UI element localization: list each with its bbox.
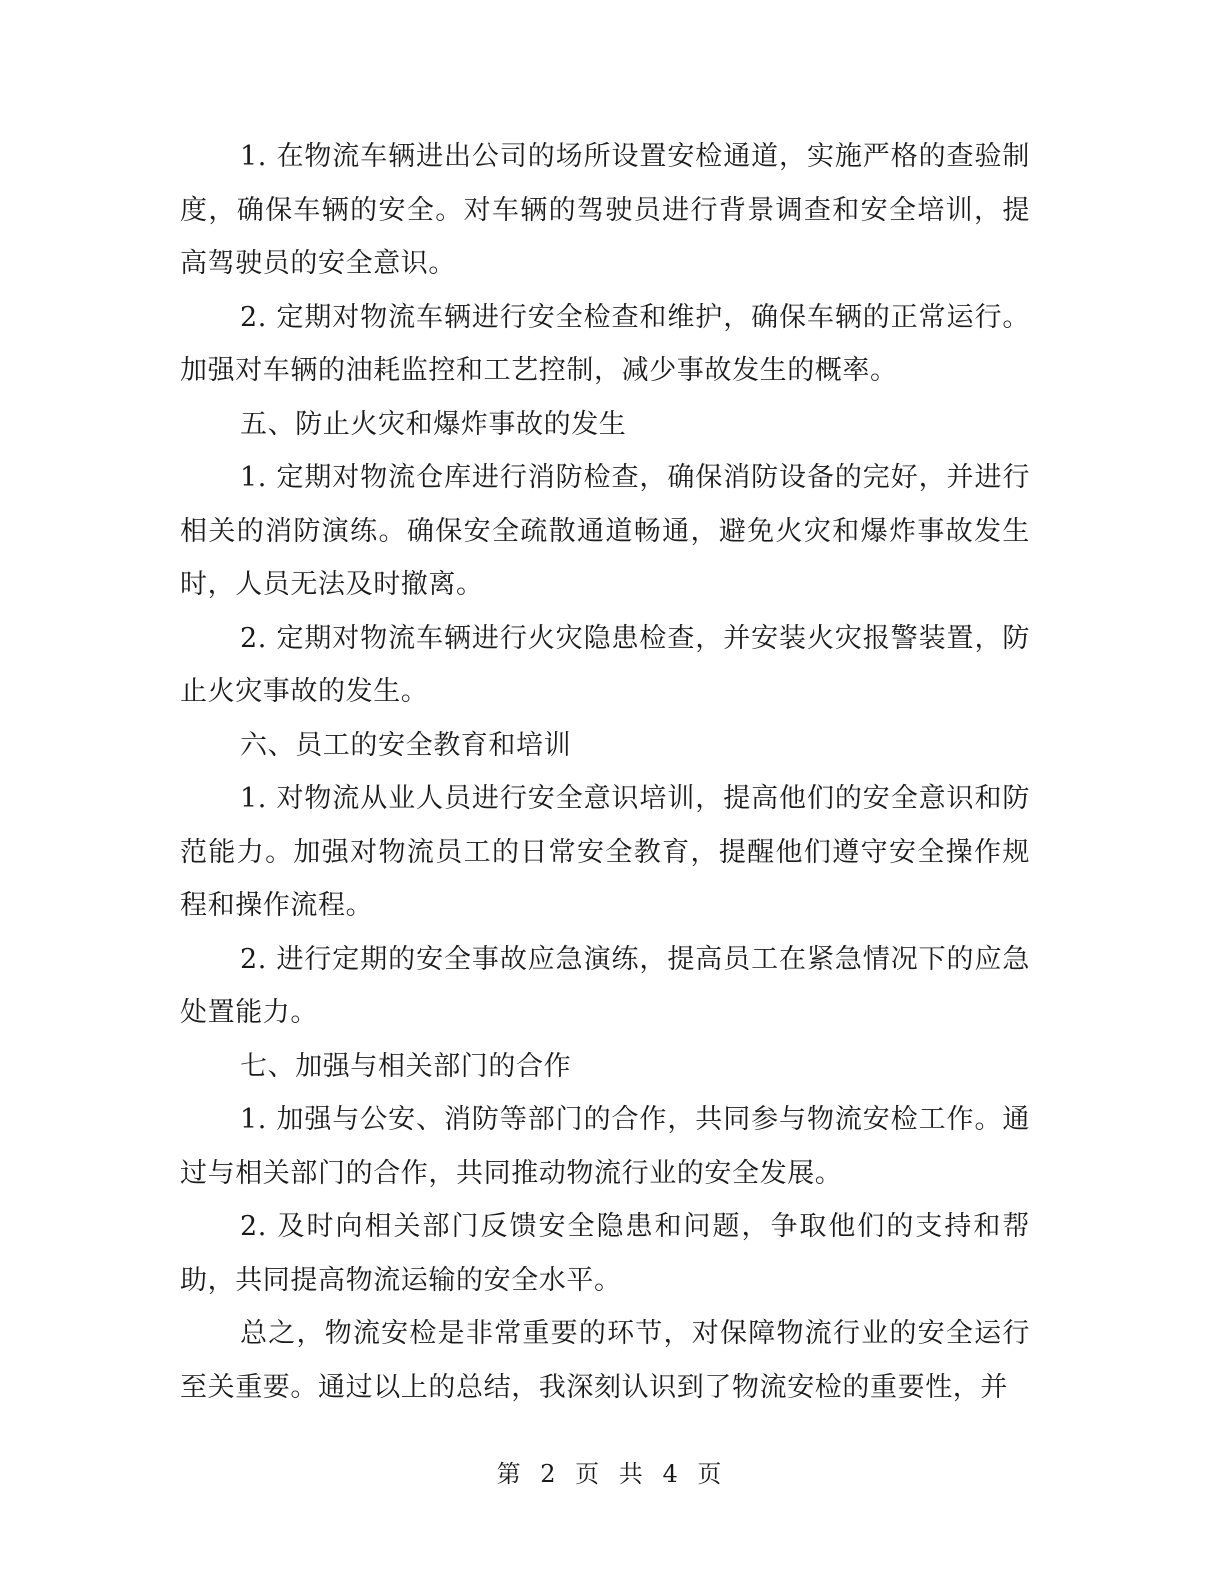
paragraph-vehicle-checkpoint: 1. 在物流车辆进出公司的场所设置安检通道，实施严格的查验制度，确保车辆的安全。对车辆的驾驶员进行背景调查和安全培训，提高驾驶员的安全意识。 <box>180 141 1030 279</box>
document-body <box>180 130 1030 1414</box>
paragraph-feedback: 2. 及时向相关部门反馈安全隐患和问题，争取他们的支持和帮助，共同提高物流运输的安全水平。 <box>180 1211 1030 1296</box>
paragraph-vehicle-maintenance: 2. 定期对物流车辆进行安全检查和维护，确保车辆的正常运行。加强对车辆的油耗监控和工艺控制，减少事故发生的概率。 <box>180 301 1030 386</box>
paragraph-safety-awareness: 1. 对物流从业人员进行安全意识培训，提高他们的安全意识和防范能力。加强对物流员工的日常安全教育，提醒他们遵守安全操作规程和操作流程。 <box>180 783 1030 921</box>
section-heading-staff-training: 六、员工的安全教育和培训 <box>240 729 572 761</box>
paragraph-conclusion: 总之，物流安检是非常重要的环节，对保障物流行业的安全运行至关重要。通过以上的总结，我深刻认识到了物流安检的重要性，并 <box>180 1318 1030 1403</box>
section-heading-cooperation: 七、加强与相关部门的合作 <box>240 1050 572 1082</box>
paragraph-police-fire-cooperation: 1. 加强与公安、消防等部门的合作，共同参与物流安检工作。通过与相关部门的合作，共同推动物流行业的安全发展。 <box>180 1104 1030 1189</box>
paragraph-emergency-drill: 2. 进行定期的安全事故应急演练，提高员工在紧急情况下的应急处置能力。 <box>180 943 1030 1028</box>
section-heading-fire-prevention: 五、防止火灾和爆炸事故的发生 <box>240 408 627 440</box>
paragraph-warehouse-fire-check: 1. 定期对物流仓库进行消防检查，确保消防设备的完好，并进行相关的消防演练。确保安全疏散通道畅通，避免火灾和爆炸事故发生时，人员无法及时撤离。 <box>180 462 1030 600</box>
paragraph-vehicle-fire-check: 2. 定期对物流车辆进行火灾隐患检查，并安装火灾报警装置，防止火灾事故的发生。 <box>180 622 1030 707</box>
page-number-footer: 第 2 页 共 4 页 <box>496 1460 728 1488</box>
